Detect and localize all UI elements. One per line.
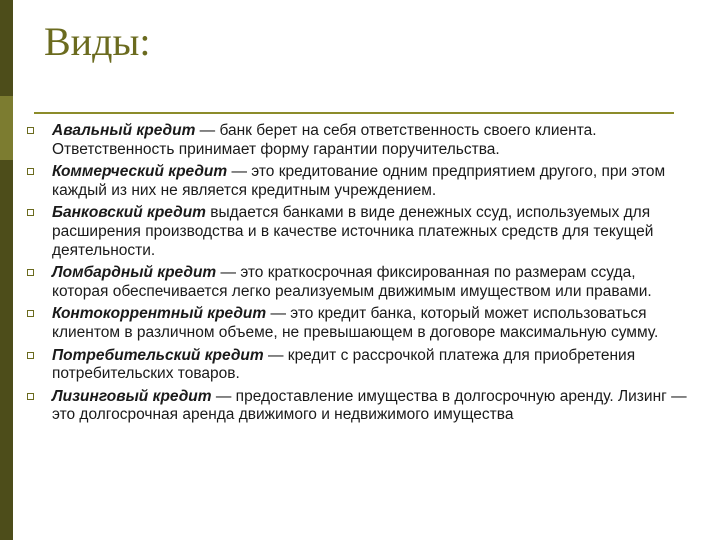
title-divider <box>34 112 674 114</box>
slide-title: Виды: <box>44 19 151 64</box>
list-item <box>24 388 692 425</box>
credit-definition: — предоставление имущества в долгосрочную аренду. Лизинг — это долгосрочная аренда движимого и недвижимого имущества <box>52 387 687 424</box>
credit-definition: — это краткосрочная фиксированная по размерам ссуда, которая обеспечивается легко реализуемым движимым имуществом или правами. <box>52 264 652 300</box>
hollow-square-bullet-icon <box>27 168 34 175</box>
credit-definition: выдается банками в виде денежных ссуд, используемых для расширения производства и в качестве источника платежных средств для текущей деятельности. <box>52 204 654 259</box>
list-item <box>24 122 692 159</box>
credit-types-list <box>24 122 692 429</box>
credit-term: Контокоррентный кредит <box>52 305 267 323</box>
credit-definition: — это кредитование одним предприятием другого, при этом каждый из них не является кредитным учреждением. <box>52 163 666 199</box>
list-item <box>24 305 692 342</box>
list-item <box>24 204 692 260</box>
hollow-square-bullet-icon <box>27 310 34 317</box>
credit-term: Лизинговый кредит <box>52 387 212 405</box>
credit-definition: — банк берет на себя ответственность своего клиента. Ответственность принимает форму гарантии поручительства. <box>52 122 597 158</box>
list-item <box>24 163 692 200</box>
hollow-square-bullet-icon <box>27 393 34 400</box>
credit-term: Коммерческий кредит <box>52 163 228 181</box>
credit-term: Потребительский кредит <box>52 346 264 364</box>
left-accent-bar <box>0 0 13 540</box>
credit-definition: — кредит с рассрочкой платежа для приобретения потребительских товаров. <box>52 346 636 383</box>
hollow-square-bullet-icon <box>27 127 34 134</box>
list-item <box>24 264 692 301</box>
hollow-square-bullet-icon <box>27 209 34 216</box>
hollow-square-bullet-icon <box>27 352 34 359</box>
credit-term: Банковский кредит <box>52 204 206 222</box>
credit-definition: — это кредит банка, который может использоваться клиентом в различном объеме, не превышающем в договоре максимальную сумму. <box>52 305 659 341</box>
credit-term: Авальный кредит <box>52 122 196 139</box>
hollow-square-bullet-icon <box>27 269 34 276</box>
credit-term: Ломбардный кредит <box>52 264 217 282</box>
left-accent-bar-highlight <box>0 96 13 160</box>
list-item <box>24 347 692 384</box>
